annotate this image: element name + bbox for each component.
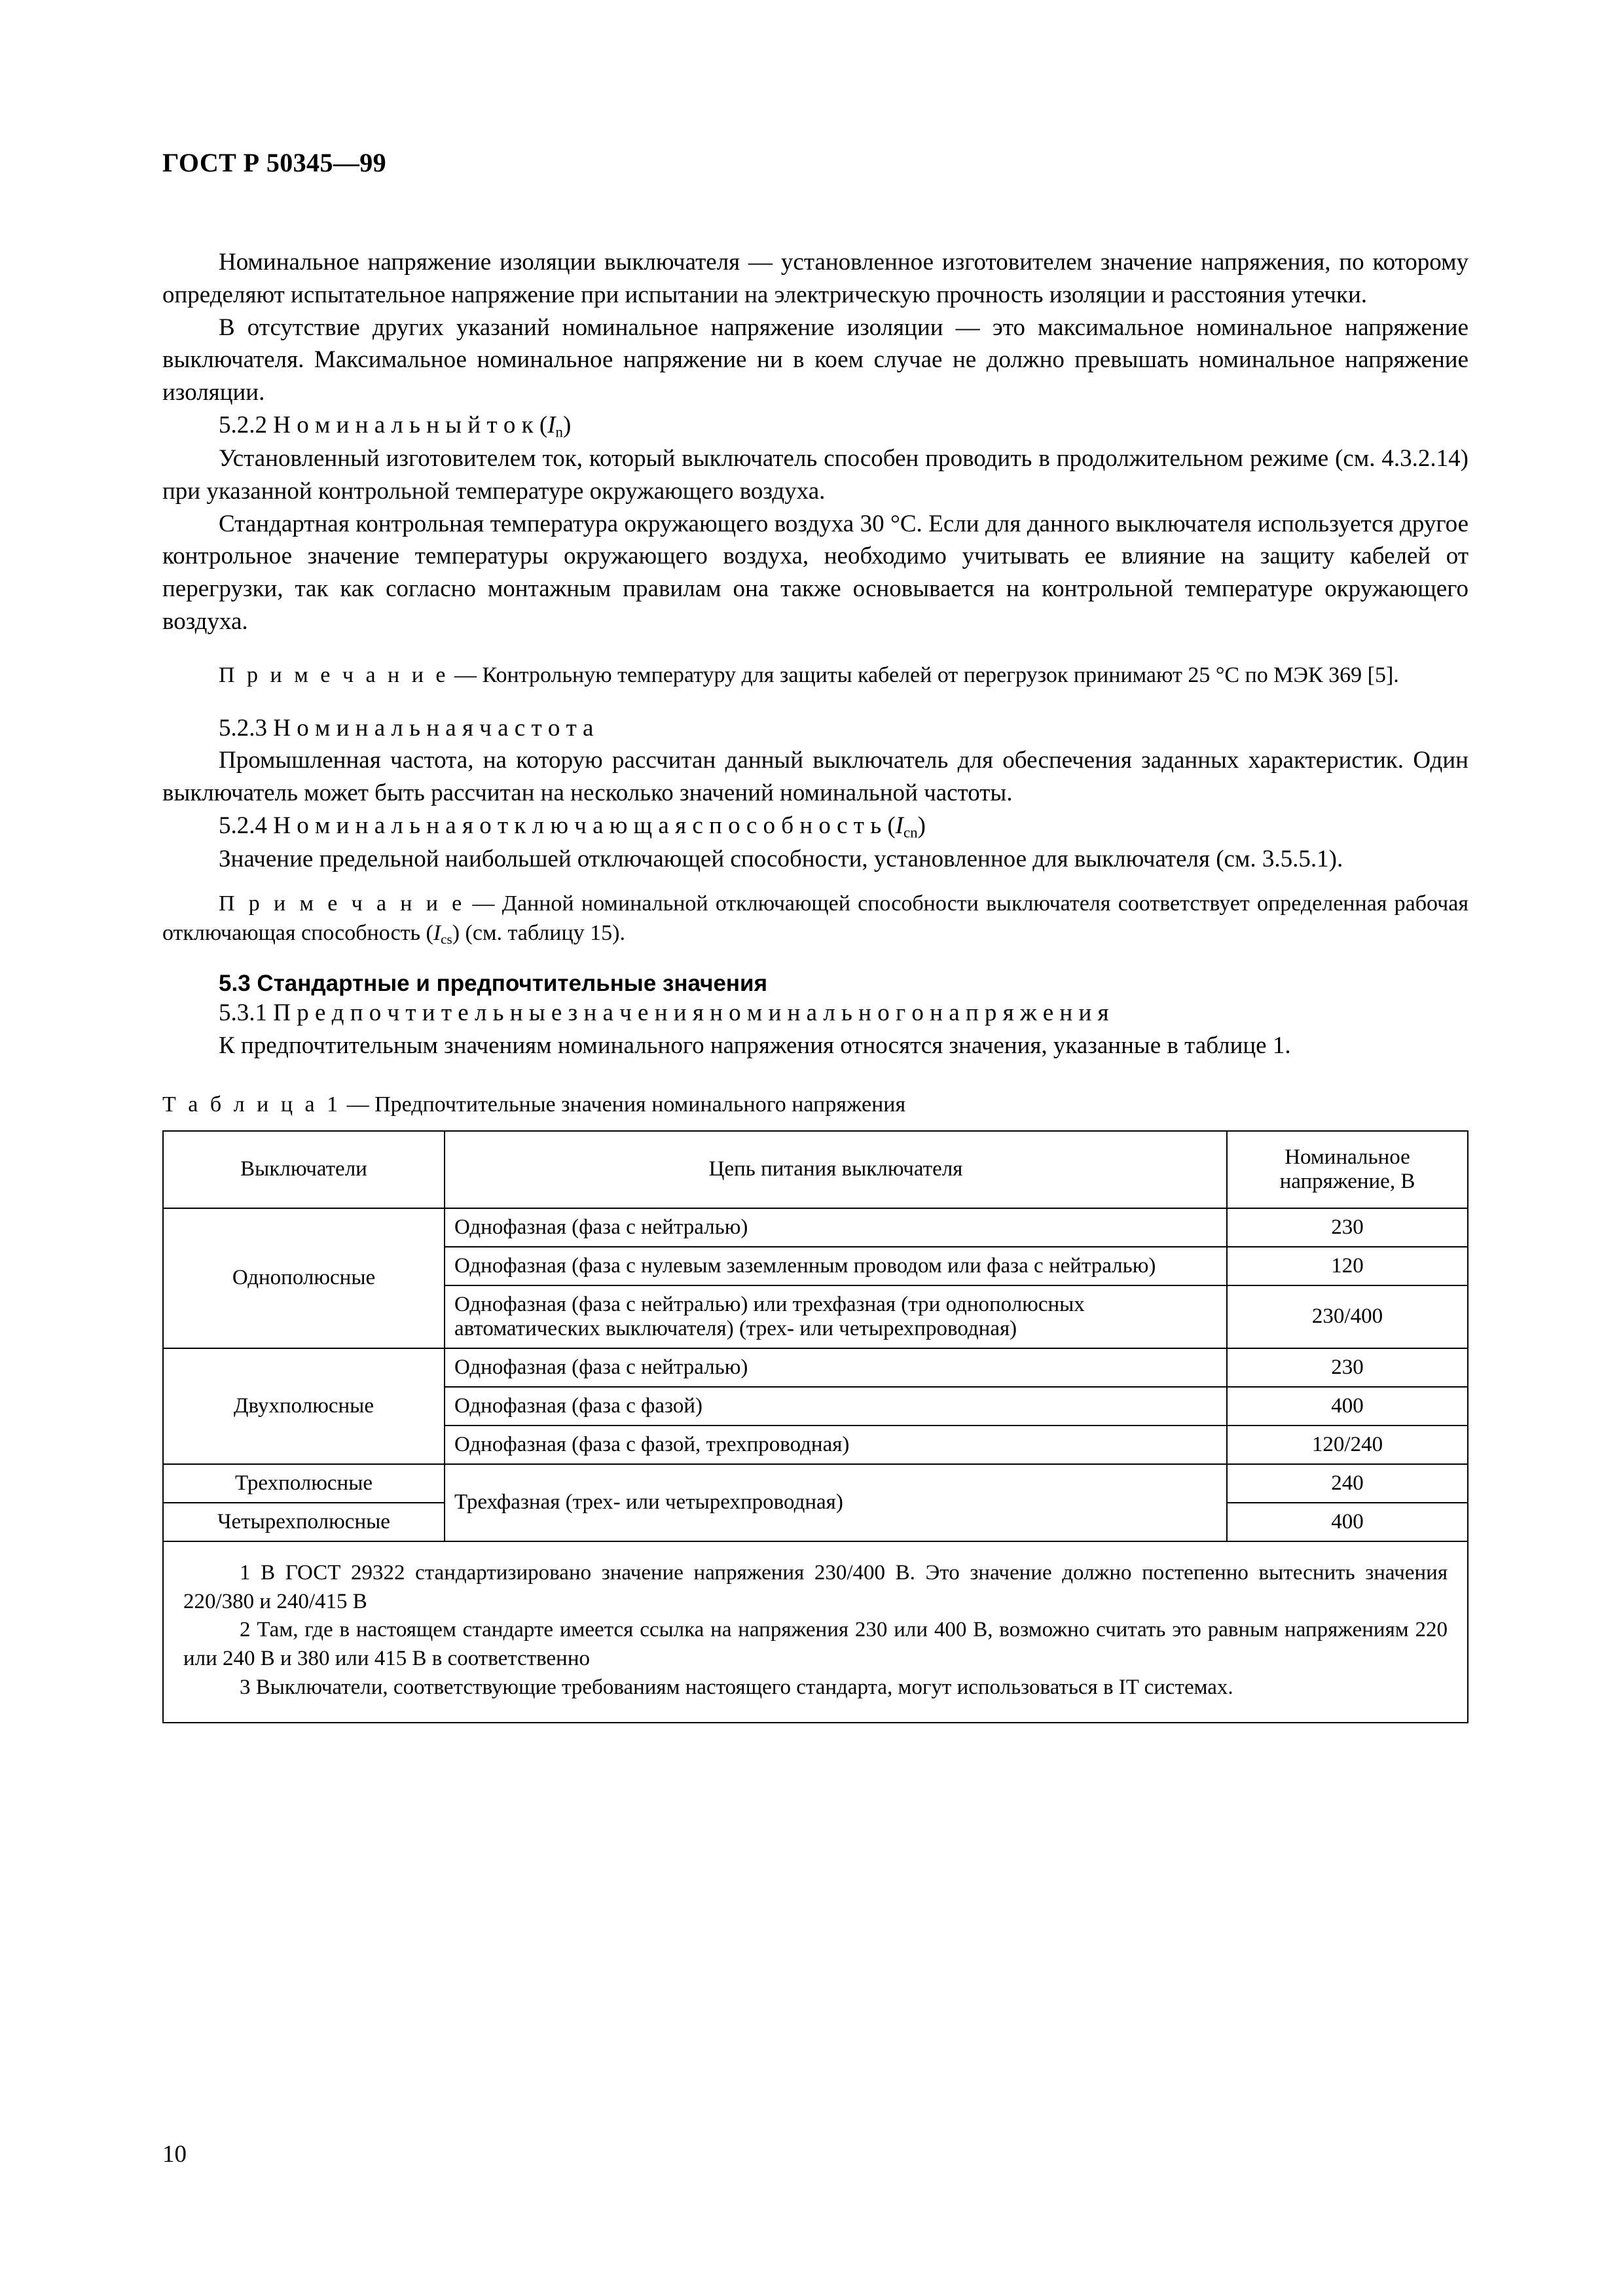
row-group-four-pole: Четырехполюсные — [163, 1503, 445, 1541]
table-row — [163, 1464, 1468, 1503]
heading-5-2-3-text: Н о м и н а л ь н а я ч а с т о т а — [273, 714, 594, 742]
heading-5-2-3 — [162, 712, 1468, 745]
column-header-voltage: Номинальное напряжение, В — [1227, 1131, 1468, 1208]
heading-5-2-3-number: 5.2.3 — [219, 714, 267, 742]
voltage-cell: 120/240 — [1227, 1426, 1468, 1464]
table-note-3: 3 Выключатели, соответствующие требованиям настоящего стандарта, могут использоваться в IT системах. — [240, 1676, 1233, 1700]
heading-5-2-2-text: Н о м и н а л ь н ы й т о к — [273, 411, 534, 439]
heading-5-3-1-text: П р е д п о ч т и т е л ь н ы е з н а ч е н и я н о м и н а л ь н о г о н а п р я ж е н и я — [273, 999, 1109, 1027]
paragraph-max-rated-voltage: В отсутствие других указаний номинальное напряжение изоляции — это максимальное номинальное напряжение выключателя. Максимальное номинальное напряжение ни в коем случае не должно превышать номинальное напряжение изоляции. — [162, 314, 1468, 406]
heading-5-2-4-number: 5.2.4 — [219, 812, 267, 839]
table-header-row — [163, 1131, 1468, 1208]
circuit-cell: Однофазная (фаза с нейтралью) — [445, 1348, 1227, 1387]
note-2-text-b: ) (см. таблицу 15). — [452, 921, 625, 946]
note-reference-temperature — [162, 660, 1468, 690]
paragraph-breaking-capacity: Значение предельной наибольшей отключающей способности, установленное для выключателя (см. 3.5.5.1). — [219, 846, 1343, 873]
table-row — [163, 1348, 1468, 1387]
table-1-caption — [162, 1092, 1468, 1117]
page-number: 10 — [162, 2141, 187, 2168]
heading-5-2-2-symbol: $(I_n)$ — [539, 411, 572, 440]
row-group-single-pole: Однополюсные — [163, 1208, 445, 1348]
table-preferred-rated-voltages — [162, 1130, 1468, 1542]
table-1-caption-text: — Предпочтительные значения номинального напряжения — [341, 1092, 906, 1117]
voltage-cell: 120 — [1227, 1247, 1468, 1285]
paragraph-rated-insulation-voltage: Номинальное напряжение изоляции выключателя — установленное изготовителем значение напряжения, по которому определяют испытательное напряжение при испытании на электрическую прочность изоляции и расстояния утечки. — [162, 249, 1468, 308]
voltage-cell: 240 — [1227, 1464, 1468, 1503]
circuit-cell: Однофазная (фаза с нейтралью) или трехфазная (три однополюсных автоматических выключателя) (трех- или четырехпроводная) — [445, 1285, 1227, 1348]
table-1-notes — [162, 1542, 1468, 1723]
table-1-caption-label: Т а б л и ц а 1 — [162, 1092, 342, 1117]
heading-5-3-1-number: 5.3.1 — [219, 999, 267, 1027]
paragraph-preferred-values: К предпочтительным значениям номинального напряжения относятся значения, указанные в таблице 1. — [219, 1031, 1291, 1059]
note-label: П р и м е ч а н и е — [219, 662, 449, 687]
note-text: — Контрольную температуру для защиты кабелей от перегрузок принимают 25 °С по МЭК 369 [5]. — [448, 662, 1399, 687]
circuit-cell: Однофазная (фаза с фазой, трехпроводная) — [445, 1426, 1227, 1464]
circuit-cell: Однофазная (фаза с фазой) — [445, 1387, 1227, 1426]
circuit-cell: Трехфазная (трех- или четырехпроводная) — [445, 1464, 1227, 1541]
paragraph-rated-current: Установленный изготовителем ток, который выключатель способен проводить в продолжительном режиме (см. 4.3.2.14) при указанной контрольной температуре окружающего воздуха. — [162, 445, 1468, 505]
row-group-double-pole: Двухполюсные — [163, 1348, 445, 1464]
note-2-symbol: $I_{cs}$ — [433, 921, 452, 948]
heading-5-2-4-text: Н о м и н а л ь н а я о т к л ю ч а ю щ а я с п о с о б н о с т ь — [273, 812, 882, 839]
heading-5-3-1 — [162, 997, 1468, 1030]
page-content — [162, 147, 1468, 1723]
voltage-cell: 230 — [1227, 1348, 1468, 1387]
heading-5-3: 5.3 Стандартные и предпочтительные значения — [219, 971, 768, 997]
circuit-cell: Однофазная (фаза с нейтралью) — [445, 1208, 1227, 1247]
note-2-text-a: — Данной номинальной отключающей способности выключателя соответствует определенная рабочая отключающая способность ( — [162, 891, 1468, 946]
column-header-breakers: Выключатели — [163, 1131, 445, 1208]
table-note-1: 1 В ГОСТ 29322 стандартизировано значение напряжения 230/400 В. Это значение должно постепенно вытеснить значения 220/380 и 240/415 В — [183, 1560, 1448, 1613]
voltage-cell: 400 — [1227, 1503, 1468, 1541]
heading-5-2-2-number: 5.2.2 — [219, 411, 267, 439]
note-service-breaking-capacity — [162, 889, 1468, 948]
table-row — [163, 1208, 1468, 1247]
voltage-cell: 230/400 — [1227, 1285, 1468, 1348]
document-header: ГОСТ Р 50345—99 — [162, 148, 387, 177]
table-note-2: 2 Там, где в настоящем стандарте имеется ссылка на напряжения 230 или 400 В, возможно считать это равным напряжениям 220 или 240 В и 380 или 415 В в соответственно — [183, 1618, 1448, 1671]
row-group-three-pole: Трехполюсные — [163, 1464, 445, 1503]
heading-5-2-4 — [162, 810, 1468, 843]
column-header-circuit: Цепь питания выключателя — [445, 1131, 1227, 1208]
circuit-cell: Однофазная (фаза с нулевым заземленным проводом или фаза с нейтралью) — [445, 1247, 1227, 1285]
note-2-label: П р и м е ч а н и е — [219, 891, 465, 916]
heading-5-2-4-symbol: $(I_{cn})$ — [887, 812, 926, 841]
paragraph-rated-frequency: Промышленная частота, на которую рассчитан данный выключатель для обеспечения заданных характеристик. Один выключатель может быть рассчитан на несколько значений номинальной частоты. — [162, 747, 1468, 807]
heading-5-2-2 — [162, 409, 1468, 442]
paragraph-reference-temperature: Стандартная контрольная температура окружающего воздуха 30 °С. Если для данного выключателя используется другое контрольное значение температуры окружающего воздуха, необходимо учитывать ее влияние на защиту кабелей от перегрузки, так как согласно монтажным правилам она также основывается на контрольной температуре окружающего воздуха. — [162, 510, 1468, 635]
voltage-cell: 230 — [1227, 1208, 1468, 1247]
voltage-cell: 400 — [1227, 1387, 1468, 1426]
